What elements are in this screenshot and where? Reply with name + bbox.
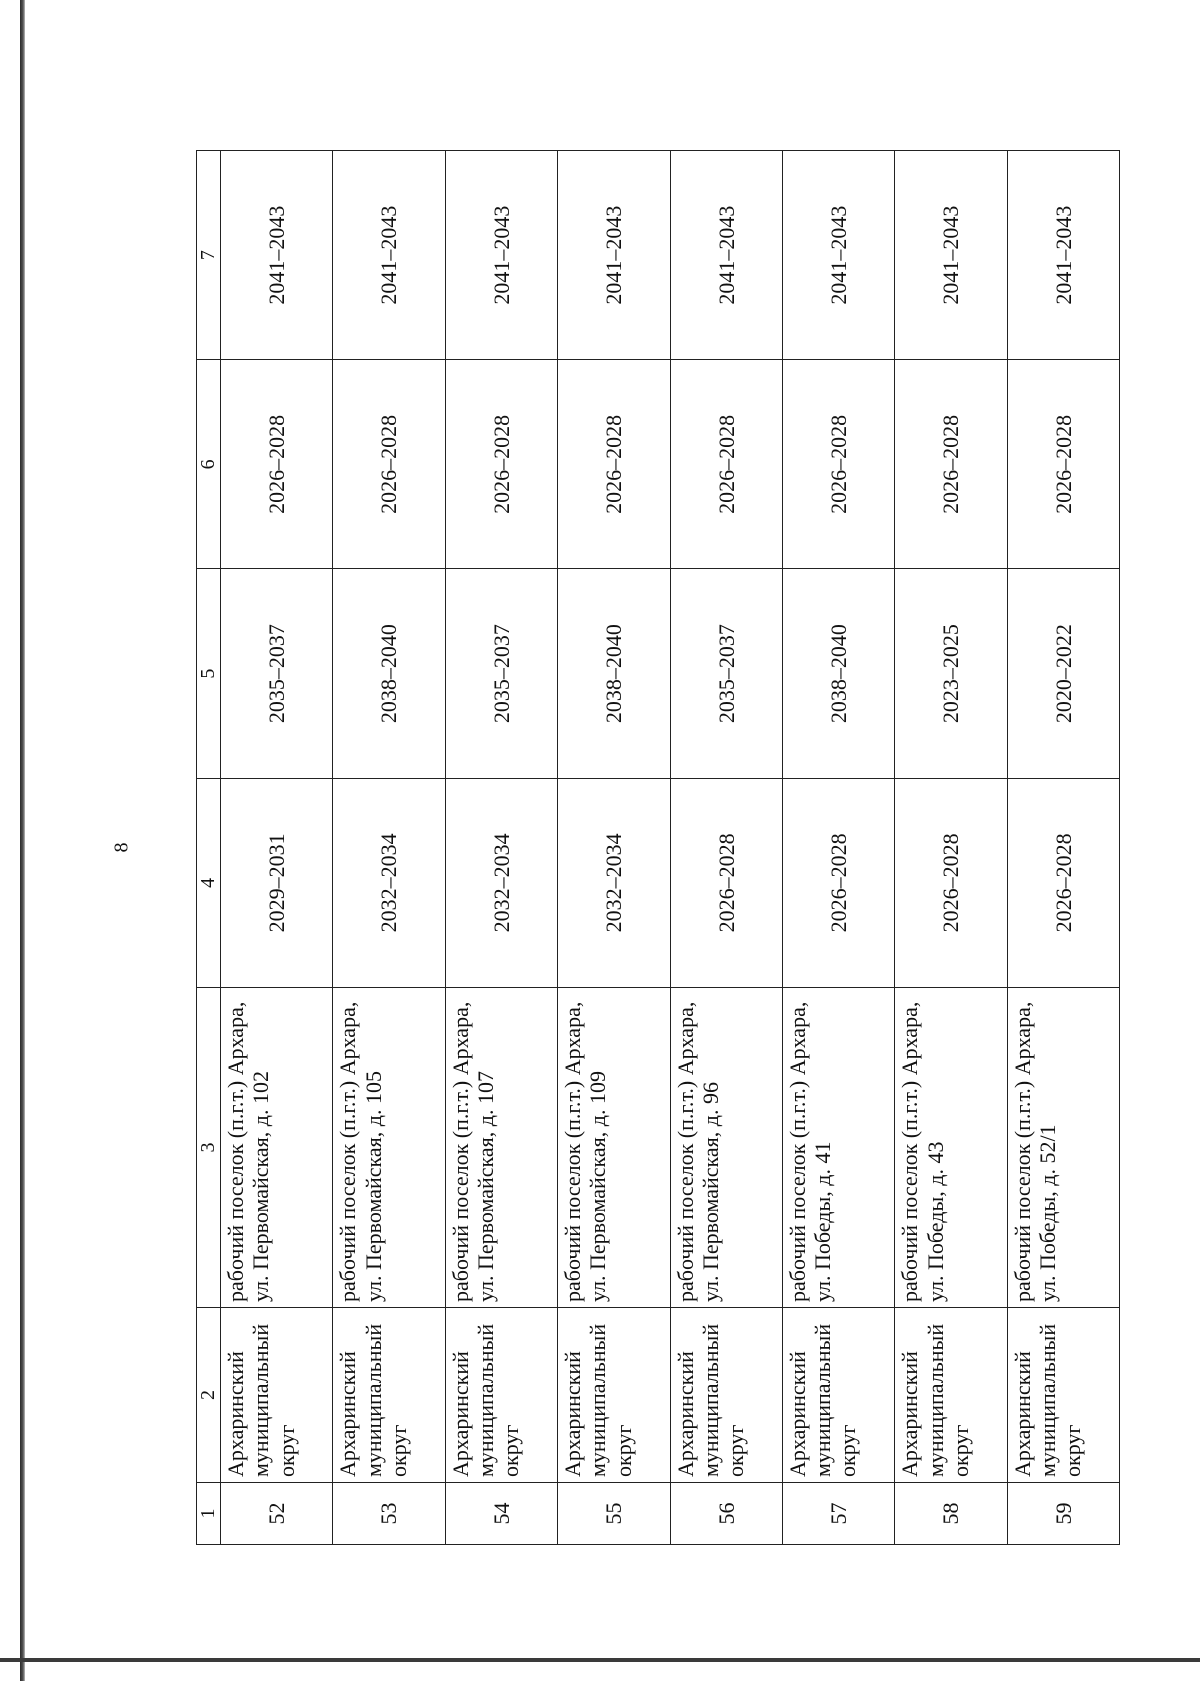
period-col7-cell: 2041–2043 — [221, 151, 333, 360]
table-row — [895, 151, 1007, 1545]
scan-edge-left — [20, 0, 25, 1681]
table-row — [221, 151, 333, 1545]
row-number: 55 — [558, 1483, 670, 1545]
district-cell: Архаринский муниципальный округ — [895, 1308, 1007, 1483]
row-number: 52 — [221, 1483, 333, 1545]
period-col5-cell: 2035–2037 — [445, 569, 557, 778]
header-col-4: 4 — [197, 778, 221, 987]
period-col7-cell: 2041–2043 — [445, 151, 557, 360]
scan-edge-bottom — [0, 1658, 1200, 1662]
district-cell: Архаринский муниципальный округ — [1007, 1308, 1119, 1483]
period-col6-cell: 2026–2028 — [221, 360, 333, 569]
period-col4-cell: 2032–2034 — [445, 778, 557, 987]
period-col5-cell: 2038–2040 — [782, 569, 894, 778]
header-row — [197, 151, 221, 1545]
period-col4-cell: 2029–2031 — [221, 778, 333, 987]
table-row — [558, 151, 670, 1545]
period-col7-cell: 2041–2043 — [333, 151, 445, 360]
table-row — [333, 151, 445, 1545]
period-col6-cell: 2026–2028 — [333, 360, 445, 569]
period-col6-cell: 2026–2028 — [1007, 360, 1119, 569]
district-cell: Архаринский муниципальный округ — [333, 1308, 445, 1483]
table-row — [445, 151, 557, 1545]
period-col7-cell: 2041–2043 — [1007, 151, 1119, 360]
period-col6-cell: 2026–2028 — [782, 360, 894, 569]
period-col5-cell: 2038–2040 — [558, 569, 670, 778]
address-cell: рабочий поселок (п.г.т.) Архара, ул. Первомайская, д. 109 — [558, 988, 670, 1308]
header-col-3: 3 — [197, 988, 221, 1308]
table-row — [782, 151, 894, 1545]
period-col7-cell: 2041–2043 — [782, 151, 894, 360]
period-col6-cell: 2026–2028 — [670, 360, 782, 569]
address-cell: рабочий поселок (п.г.т.) Архара, ул. Победы, д. 43 — [895, 988, 1007, 1308]
address-cell: рабочий поселок (п.г.т.) Архара, ул. Победы, д. 41 — [782, 988, 894, 1308]
header-col-6: 6 — [197, 360, 221, 569]
row-number: 58 — [895, 1483, 1007, 1545]
address-cell: рабочий поселок (п.г.т.) Архара, ул. Первомайская, д. 96 — [670, 988, 782, 1308]
row-number: 56 — [670, 1483, 782, 1545]
period-col5-cell: 2035–2037 — [221, 569, 333, 778]
address-cell: рабочий поселок (п.г.т.) Архара, ул. Победы, д. 52/1 — [1007, 988, 1119, 1308]
period-col4-cell: 2032–2034 — [558, 778, 670, 987]
table-row — [670, 151, 782, 1545]
period-col5-cell: 2020–2022 — [1007, 569, 1119, 778]
table-row — [1007, 151, 1119, 1545]
address-cell: рабочий поселок (п.г.т.) Архара, ул. Первомайская, д. 105 — [333, 988, 445, 1308]
district-cell: Архаринский муниципальный округ — [445, 1308, 557, 1483]
period-col7-cell: 2041–2043 — [895, 151, 1007, 360]
period-col5-cell: 2038–2040 — [333, 569, 445, 778]
period-col4-cell: 2026–2028 — [895, 778, 1007, 987]
period-col6-cell: 2026–2028 — [445, 360, 557, 569]
header-col-7: 7 — [197, 151, 221, 360]
period-col6-cell: 2026–2028 — [895, 360, 1007, 569]
period-col6-cell: 2026–2028 — [558, 360, 670, 569]
address-cell: рабочий поселок (п.г.т.) Архара, ул. Первомайская, д. 102 — [221, 988, 333, 1308]
row-number: 54 — [445, 1483, 557, 1545]
row-number: 53 — [333, 1483, 445, 1545]
row-number: 59 — [1007, 1483, 1119, 1545]
district-cell: Архаринский муниципальный округ — [558, 1308, 670, 1483]
district-cell: Архаринский муниципальный округ — [221, 1308, 333, 1483]
rotated-table-wrapper — [196, 150, 1120, 1545]
period-col4-cell: 2026–2028 — [782, 778, 894, 987]
period-col7-cell: 2041–2043 — [670, 151, 782, 360]
period-col7-cell: 2041–2043 — [558, 151, 670, 360]
page-number: 8 — [110, 842, 133, 853]
period-col5-cell: 2023–2025 — [895, 569, 1007, 778]
period-col4-cell: 2026–2028 — [670, 778, 782, 987]
address-cell: рабочий поселок (п.г.т.) Архара, ул. Первомайская, д. 107 — [445, 988, 557, 1308]
header-col-1: 1 — [197, 1483, 221, 1545]
period-col4-cell: 2026–2028 — [1007, 778, 1119, 987]
district-cell: Архаринский муниципальный округ — [670, 1308, 782, 1483]
header-col-2: 2 — [197, 1308, 221, 1483]
period-col5-cell: 2035–2037 — [670, 569, 782, 778]
row-number: 57 — [782, 1483, 894, 1545]
period-col4-cell: 2032–2034 — [333, 778, 445, 987]
district-cell: Архаринский муниципальный округ — [782, 1308, 894, 1483]
header-col-5: 5 — [197, 569, 221, 778]
schedule-table — [196, 150, 1120, 1545]
